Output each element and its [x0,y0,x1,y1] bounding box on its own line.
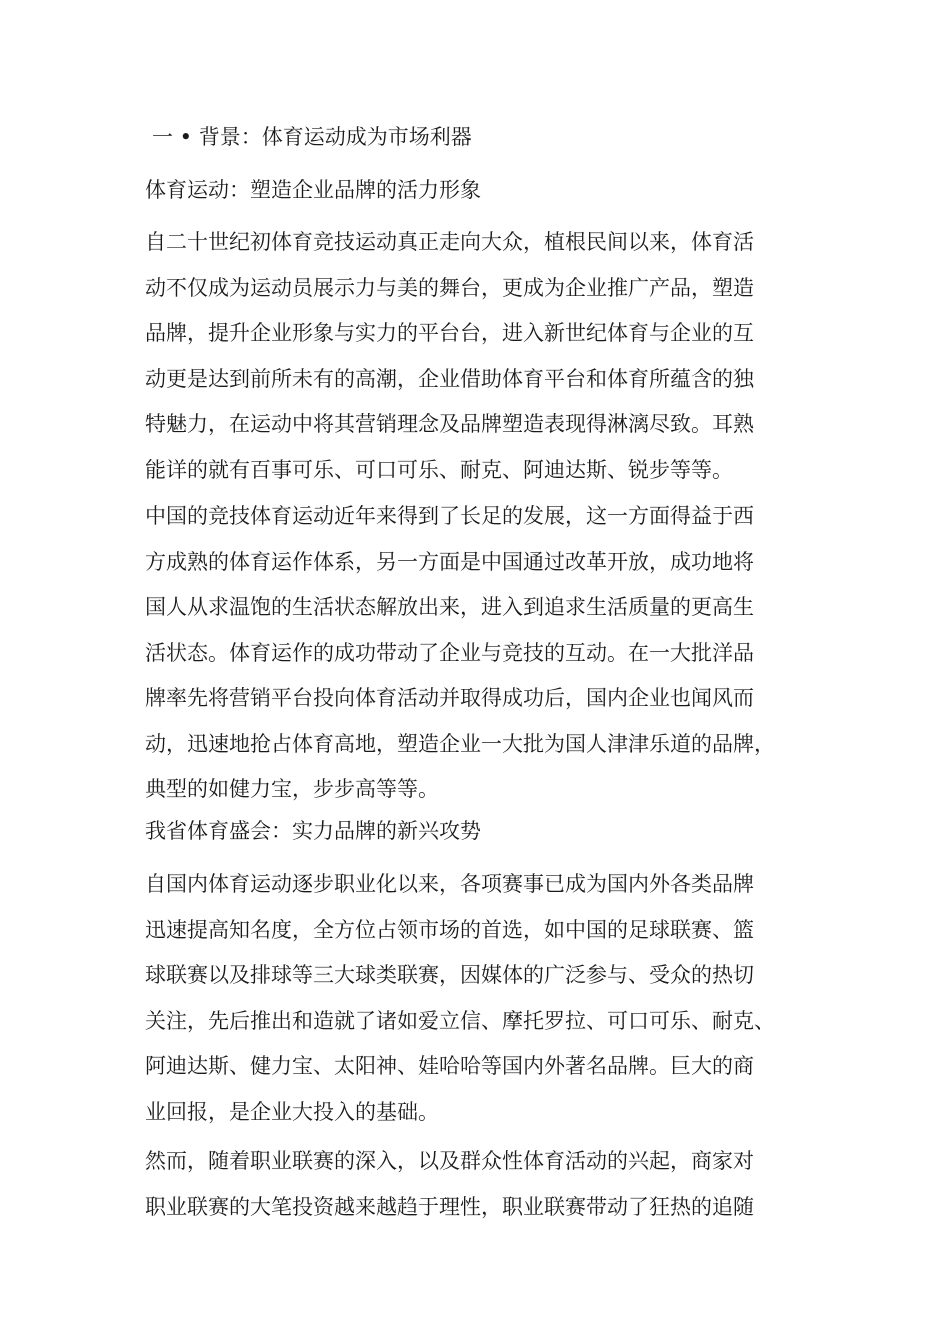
paragraph-line: 球联赛以及排球等三大球类联赛，因媒体的广泛参与、受众的热切 [145,963,754,987]
paragraph-line: 动不仅成为运动员展示力与美的舞台，更成为企业推广产品，塑造 [145,275,754,300]
paragraph-line: 方成熟的体育运作体系，另一方面是中国通过改革开放，成功地将 [145,549,754,574]
paragraph-line: 动，迅速地抢占体育高地，塑造企业一大批为国人津津乐道的品牌， [145,731,775,756]
paragraph-2 [145,494,805,813]
paragraph-4 [145,1139,805,1230]
paragraph-line: 业回报，是企业大投入的基础。 [145,1099,439,1124]
paragraph-line: 自国内体育运动逐步职业化以来，各项赛事已成为国内外各类品牌 [145,872,754,896]
paragraph-line: 关注，先后推出和造就了诸如爱立信、摩托罗拉、可口可乐、耐克、 [145,1008,775,1033]
section-title: 一 • 背景：体育运动成为市场利器 [152,125,472,149]
paragraph-line: 中国的竞技体育运动近年来得到了长足的发展，这一方面得益于西 [145,504,754,528]
paragraph-line: 然而，随着职业联赛的深入，以及群众性体育活动的兴起，商家对 [145,1149,754,1173]
paragraph-line: 职业联赛的大笔投资越来越趋于理性，职业联赛带动了狂热的追随 [145,1194,754,1219]
paragraph-line: 国人从求温饱的生活状态解放出来，进入到追求生活质量的更高生 [145,595,754,619]
paragraph-line: 活状态。体育运作的成功带动了企业与竞技的互动。在一大批洋品 [145,640,754,665]
paragraph-line: 牌率先将营销平台投向体育活动并取得成功后，国内企业也闻风而 [145,686,754,710]
paragraph-1 [145,220,805,493]
paragraph-line: 典型的如健力宝，步步高等等。 [145,777,439,801]
paragraph-line: 自二十世纪初体育竞技运动真正走向大众，植根民间以来，体育活 [145,230,754,254]
paragraph-line: 品牌，提升企业形象与实力的平台台，进入新世纪体育与企业的互 [145,321,754,345]
paragraph-line: 特魅力，在运动中将其营销理念及品牌塑造表现得淋漓尽致。耳熟 [145,412,754,436]
paragraph-line: 阿迪达斯、健力宝、太阳神、娃哈哈等国内外著名品牌。巨大的商 [145,1054,754,1078]
subheading-provincial-sports-event: 我省体育盛会：实力品牌的新兴攻势 [145,819,481,843]
subheading-sports-brand-image: 体育运动：塑造企业品牌的活力形象 [145,178,481,202]
paragraph-line: 动更是达到前所未有的高潮，企业借助体育平台和体育所蕴含的独 [145,366,754,391]
paragraph-line: 迅速提高知名度，全方位占领市场的首选，如中国的足球联赛、篮 [145,917,754,942]
paragraph-line: 能详的就有百事可乐、可口可乐、耐克、阿迪达斯、锐步等等。 [145,457,733,482]
paragraph-3 [145,862,805,1135]
